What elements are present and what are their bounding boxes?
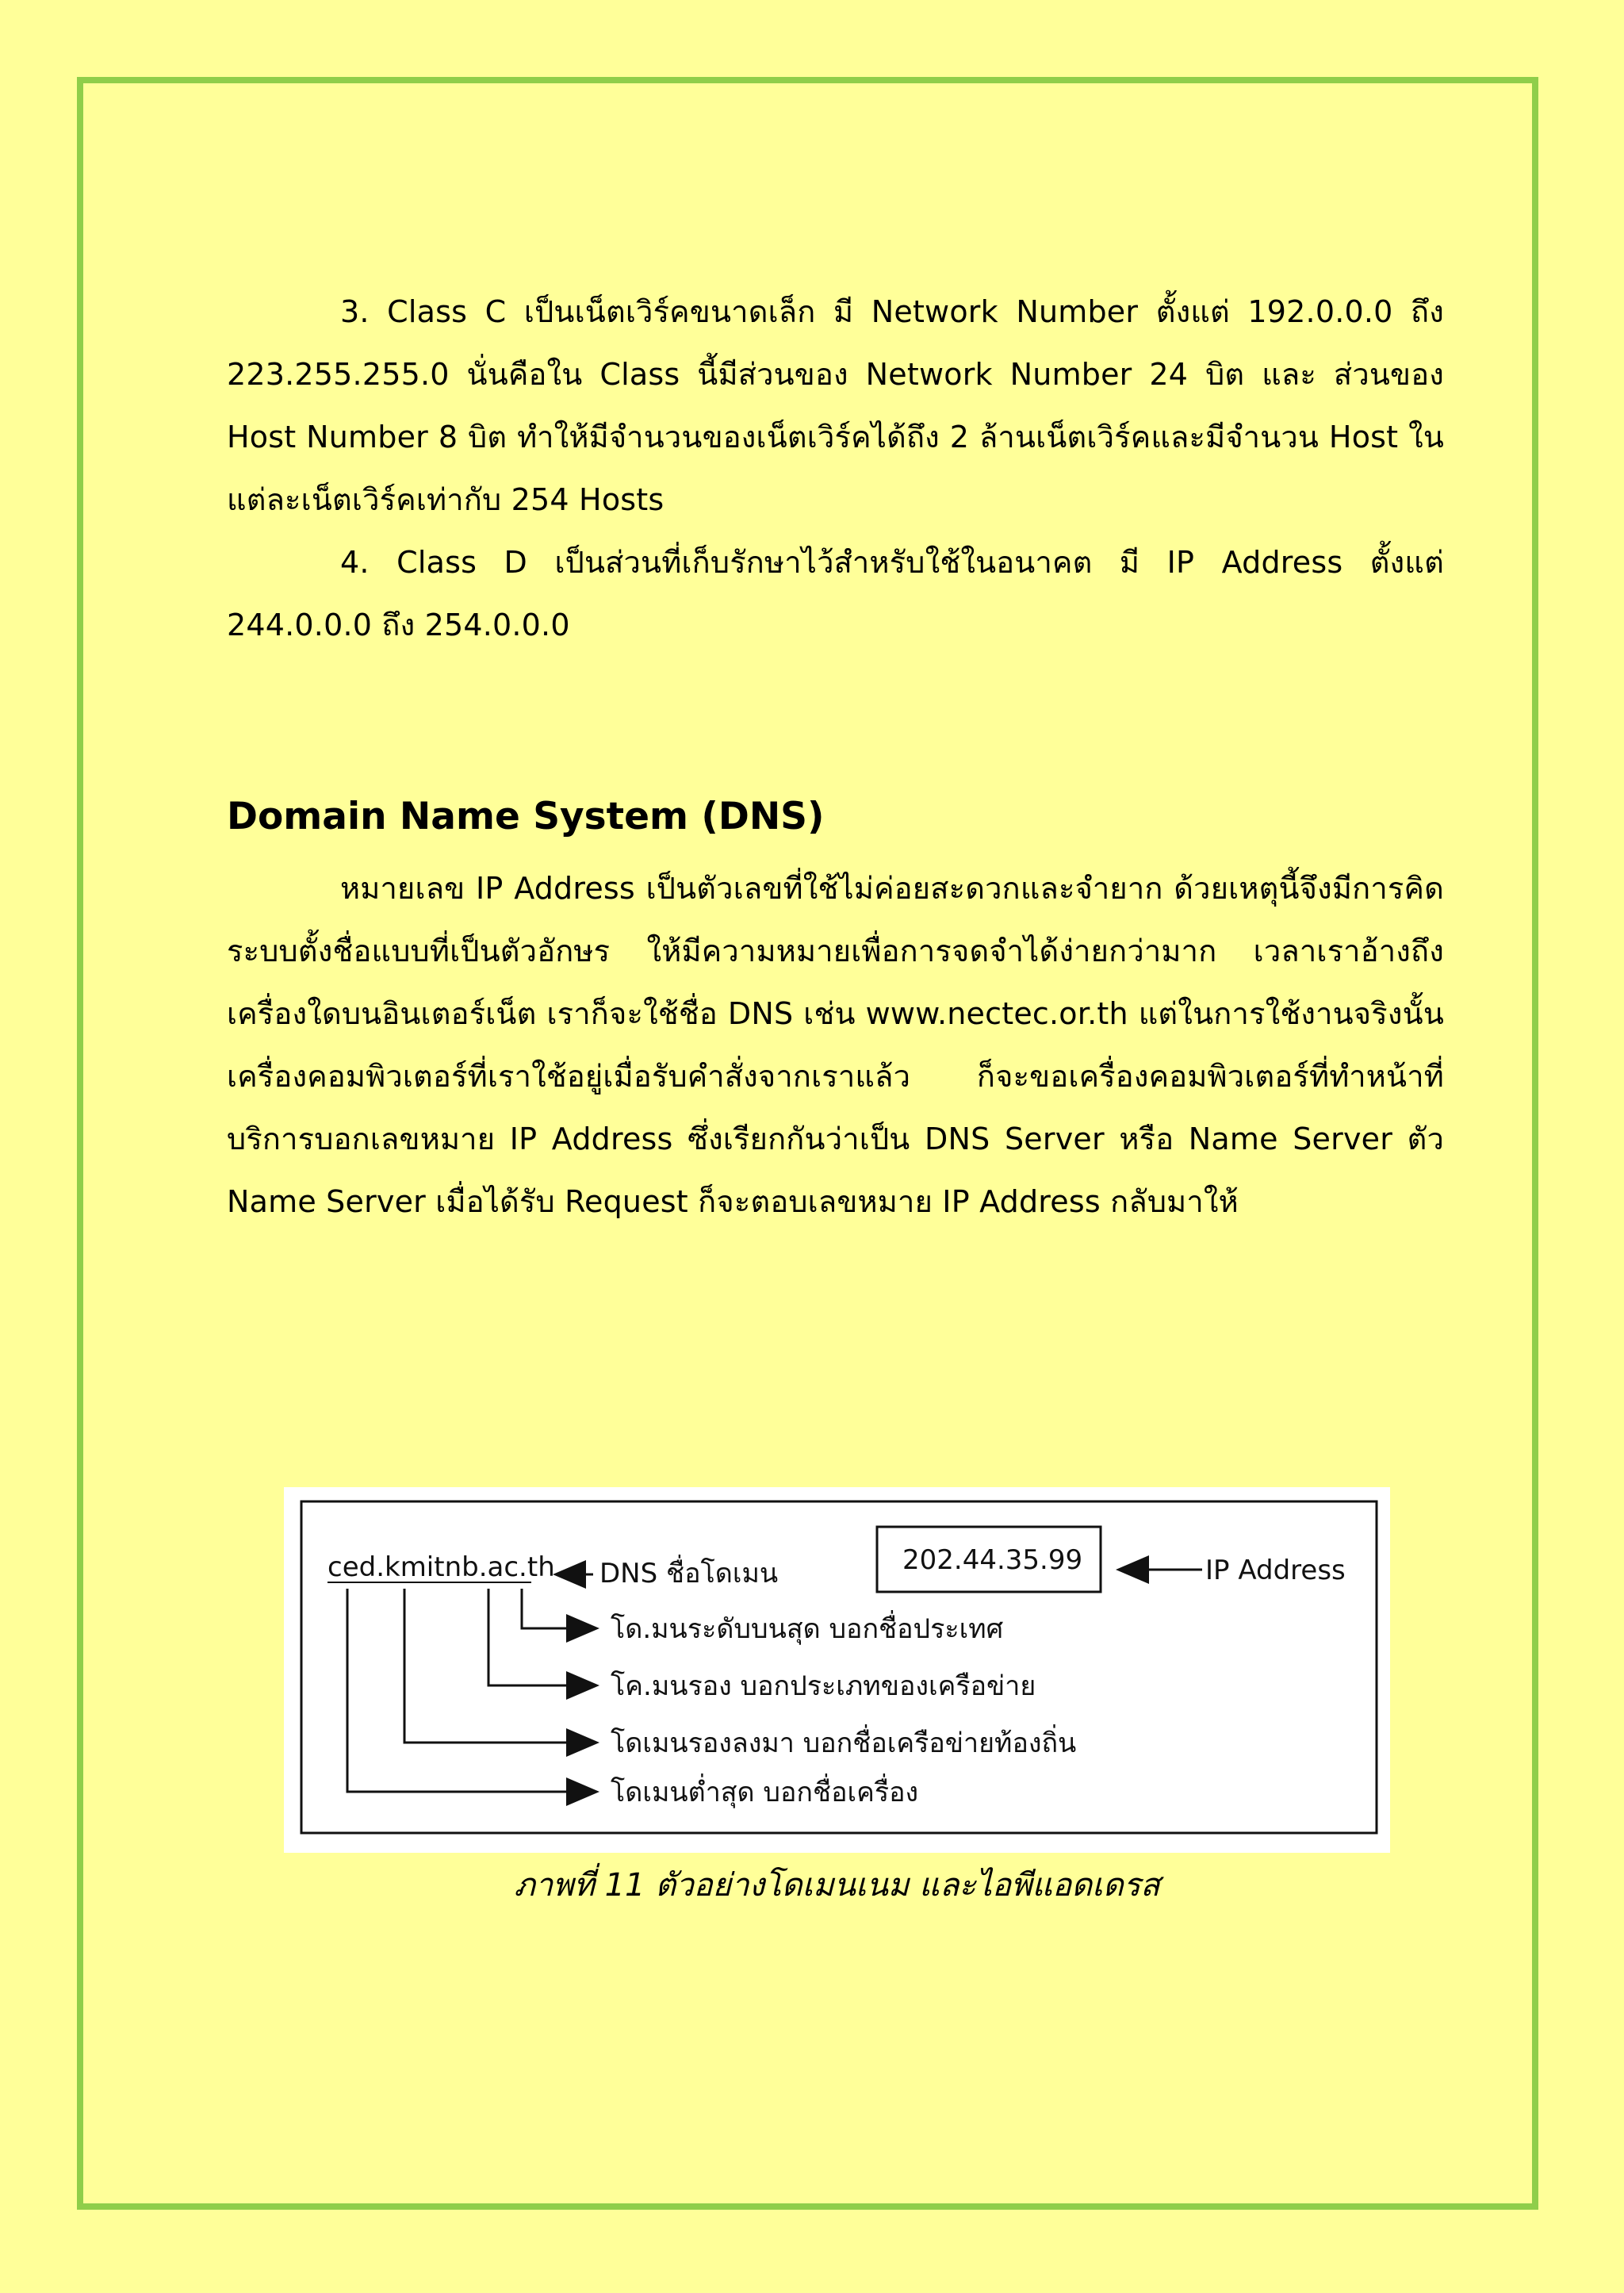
ip-address-label: IP Address	[1205, 1555, 1346, 1586]
class-d-paragraph: 4. Class D เป็นส่วนที่เก็บรักษาไว้สำหรับใช้ในอนาคต มี IP Address ตั้งแต่ 244.0.0.0 ถึง 254.0.0.0	[227, 545, 1444, 642]
figure-caption: ภาพที่ 11 ตัวอย่างโดเมนเนม และไอพีแอดเดรส	[514, 1867, 1160, 1904]
second-level-domain-label: โค.มนรอง บอกประเภทของเครือข่าย	[611, 1670, 1036, 1702]
class-list	[227, 281, 1444, 657]
domain-name-text: ced.kmitnb.ac.th	[327, 1551, 555, 1583]
dns-heading: Domain Name System (DNS)	[227, 795, 825, 838]
top-level-domain-label: โด.มนระดับบนสุด บอกชื่อประเทศ	[611, 1613, 1004, 1645]
domain-diagram	[284, 1487, 1390, 1853]
class-c-paragraph: 3. Class C เป็นเน็ตเวิร์คขนาดเล็ก มี Network Number ตั้งแต่ 192.0.0.0 ถึง 223.255.255.0 นั่นคือใน Class นี้มีส่วนของ Network Number 24 บิต และ ส่วนของ Host Number 8 บิต ทำให้มีจำนวนของเน็ตเวิร์คได้ถึง 2 ล้านเน็ตเวิร์คและมีจำนวน Host ในแต่ละเน็ตเวิร์คเท่ากับ 254 Hosts	[227, 294, 1444, 517]
dns-label: DNS ชื่อโดเมน	[599, 1558, 779, 1589]
dns-section	[227, 857, 1444, 1233]
dns-paragraph: หมายเลข IP Address เป็นตัวเลขที่ใช้ไม่ค่อยสะดวกและจำยาก ด้วยเหตุนี้จึงมีการคิดระบบตั้งชื่อแบบที่เป็นตัวอักษร ให้มีความหมายเพื่อการจดจำได้ง่ายกว่ามาก เวลาเราอ้างถึงเครื่องใดบนอินเตอร์เน็ต เราก็จะใช้ชื่อ DNS เช่น www.nectec.or.th แต่ในการใช้งานจริงนั้น เครื่องคอมพิวเตอร์ที่เราใช้อยู่เมื่อรับคำสั่งจากเราแล้ว ก็จะขอเครื่องคอมพิวเตอร์ที่ทำหน้าที่บริการบอกเลขหมาย IP Address ซึ่งเรียกกันว่าเป็น DNS Server หรือ Name Server ตัว Name Server เมื่อได้รับ Request ก็จะตอบเลขหมาย IP Address กลับมาให้	[227, 871, 1444, 1219]
ip-value: 202.44.35.99	[902, 1544, 1083, 1576]
domain-name-figure	[284, 1487, 1390, 1853]
host-domain-label: โดเมนต่ำสุด บอกชื่อเครื่อง	[611, 1777, 919, 1808]
local-network-domain-label: โดเมนรองลงมา บอกชื่อเครือข่ายท้องถิ่น	[611, 1727, 1077, 1759]
